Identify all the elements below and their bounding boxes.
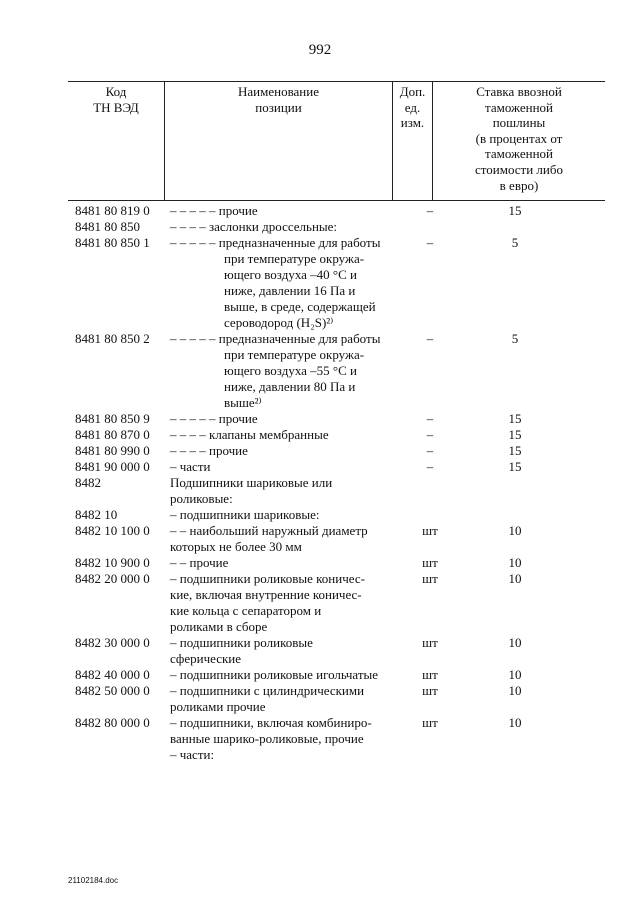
- table-row: [0, 411, 640, 427]
- position-name: [170, 715, 400, 747]
- unit-cell: шт: [422, 555, 438, 570]
- duty-rate: 10: [508, 523, 522, 538]
- table-top-rule: [68, 81, 605, 82]
- table-row: [0, 507, 640, 523]
- tariff-code: 8482 10 900 0: [75, 555, 150, 570]
- tariff-code: 8482 10 100 0: [75, 523, 150, 538]
- tariff-code: 8481 90 000 0: [75, 459, 150, 474]
- tariff-code: 8482 10: [75, 507, 118, 522]
- table-row: [0, 683, 640, 715]
- position-name: [170, 571, 400, 635]
- position-name: [170, 747, 400, 763]
- tariff-code: 8481 80 850 9: [75, 411, 150, 426]
- duty-rate: 10: [508, 683, 522, 698]
- table-row: [0, 331, 640, 411]
- position-name: [170, 555, 400, 571]
- header-unit: Доп. ед. изм.: [399, 84, 426, 131]
- position-name-line: – – прочие: [170, 555, 229, 570]
- position-name: [170, 667, 400, 683]
- position-name-line: – подшипники роликовые игольчатые: [170, 667, 379, 682]
- unit-cell: –: [426, 443, 434, 458]
- header-name: Наименование позиции: [238, 84, 319, 115]
- tariff-code: 8482 40 000 0: [75, 667, 150, 682]
- tariff-code: 8482 20 000 0: [75, 571, 150, 586]
- duty-rate: 10: [508, 571, 522, 586]
- position-name-line: – подшипники, включая комбиниро-: [170, 715, 372, 730]
- position-name-line: – – – – прочие: [170, 443, 248, 458]
- tariff-code: 8482 50 000 0: [75, 683, 150, 698]
- unit-cell: шт: [422, 667, 438, 682]
- position-name-line: при температуре окружа-: [224, 251, 365, 266]
- position-name: [170, 475, 400, 507]
- position-name-line: – – наибольший наружный диаметр: [170, 523, 368, 538]
- unit-cell: –: [426, 459, 434, 474]
- unit-cell: шт: [422, 571, 438, 586]
- position-name: [170, 331, 400, 411]
- table-row: [0, 523, 640, 555]
- header-bottom-rule: [68, 200, 605, 201]
- position-name-line: ющего воздуха –55 °С и: [224, 363, 357, 378]
- position-name-line: – – – – клапаны мембранные: [170, 427, 329, 442]
- unit-cell: –: [426, 235, 434, 250]
- position-name-line: роликами в сборе: [170, 619, 268, 634]
- table-row: [0, 459, 640, 475]
- tariff-code: 8481 80 990 0: [75, 443, 150, 458]
- table-row: [0, 667, 640, 683]
- position-name: [170, 219, 400, 235]
- position-name-line: роликами прочие: [170, 699, 266, 714]
- position-name-line: кие, включая внутренние коничес-: [170, 587, 362, 602]
- position-name-line: сероводород (H₂S)²⁾: [224, 315, 334, 330]
- duty-rate: 5: [511, 331, 519, 346]
- tariff-table-body: [0, 203, 640, 763]
- header-rate: Ставка ввозной таможенной пошлины (в процентах от таможенной стоимости либо в евро): [474, 84, 563, 193]
- unit-cell: –: [426, 411, 434, 426]
- duty-rate: 10: [508, 667, 522, 682]
- position-name: [170, 235, 400, 331]
- position-name-line: ющего воздуха –40 °С и: [224, 267, 357, 282]
- tariff-code: 8481 80 850 2: [75, 331, 150, 346]
- position-name: [170, 523, 400, 555]
- position-name-line: ванные шарико-роликовые, прочие: [170, 731, 364, 746]
- position-name-line: – подшипники роликовые коничес-: [170, 571, 365, 586]
- position-name: [170, 683, 400, 715]
- table-row: [0, 219, 640, 235]
- position-name-line: Подшипники шариковые или: [170, 475, 333, 490]
- unit-cell: –: [426, 427, 434, 442]
- tariff-code: 8481 80 870 0: [75, 427, 150, 442]
- table-row: [0, 203, 640, 219]
- unit-cell: шт: [422, 523, 438, 538]
- position-name-line: – – – – – прочие: [170, 203, 258, 218]
- table-row: [0, 571, 640, 635]
- unit-cell: –: [426, 331, 434, 346]
- position-name-line: – части:: [170, 747, 215, 762]
- position-name: [170, 411, 400, 427]
- unit-cell: –: [426, 203, 434, 218]
- position-name-line: ниже, давлении 16 Па и: [224, 283, 356, 298]
- table-row: [0, 235, 640, 331]
- position-name-line: которых не более 30 мм: [170, 539, 302, 554]
- footer-filename: 21102184.doc: [68, 876, 119, 885]
- table-row: [0, 747, 640, 763]
- duty-rate: 10: [508, 715, 522, 730]
- position-name-line: роликовые:: [170, 491, 233, 506]
- position-name-line: сферические: [170, 651, 242, 666]
- position-name-line: при температуре окружа-: [224, 347, 365, 362]
- table-row: [0, 475, 640, 507]
- position-name: [170, 427, 400, 443]
- position-name-line: – подшипники шариковые:: [170, 507, 320, 522]
- page-number: 992: [308, 42, 332, 58]
- position-name-line: – – – – – предназначенные для работы: [170, 235, 381, 250]
- header-code: Код ТН ВЭД: [93, 84, 139, 115]
- duty-rate: 10: [508, 635, 522, 650]
- duty-rate: 15: [508, 443, 522, 458]
- duty-rate: 10: [508, 555, 522, 570]
- position-name: [170, 203, 400, 219]
- position-name-line: – – – – заслонки дроссельные:: [170, 219, 338, 234]
- tariff-code: 8482 80 000 0: [75, 715, 150, 730]
- unit-cell: шт: [422, 683, 438, 698]
- position-name-line: выше, в среде, содержащей: [224, 299, 376, 314]
- table-row: [0, 427, 640, 443]
- tariff-code: 8481 80 850: [75, 219, 140, 234]
- duty-rate: 15: [508, 459, 522, 474]
- unit-cell: шт: [422, 635, 438, 650]
- unit-cell: шт: [422, 715, 438, 730]
- duty-rate: 5: [511, 235, 519, 250]
- position-name: [170, 635, 400, 667]
- tariff-code: 8481 80 819 0: [75, 203, 150, 218]
- tariff-code: 8482: [75, 475, 101, 490]
- position-name-line: кие кольца с сепаратором и: [170, 603, 322, 618]
- position-name-line: – – – – – предназначенные для работы: [170, 331, 381, 346]
- position-name-line: – подшипники с цилиндрическими: [170, 683, 365, 698]
- position-name: [170, 507, 400, 523]
- table-row: [0, 635, 640, 667]
- tariff-code: 8481 80 850 1: [75, 235, 150, 250]
- duty-rate: 15: [508, 427, 522, 442]
- table-row: [0, 443, 640, 459]
- position-name-line: выше²⁾: [224, 395, 262, 410]
- position-name: [170, 443, 400, 459]
- position-name-line: – – – – – прочие: [170, 411, 258, 426]
- table-row: [0, 715, 640, 747]
- position-name-line: – подшипники роликовые: [170, 635, 313, 650]
- tariff-code: 8482 30 000 0: [75, 635, 150, 650]
- position-name: [170, 459, 400, 475]
- table-row: [0, 555, 640, 571]
- duty-rate: 15: [508, 203, 522, 218]
- position-name-line: ниже, давлении 80 Па и: [224, 379, 356, 394]
- position-name-line: – части: [170, 459, 211, 474]
- duty-rate: 15: [508, 411, 522, 426]
